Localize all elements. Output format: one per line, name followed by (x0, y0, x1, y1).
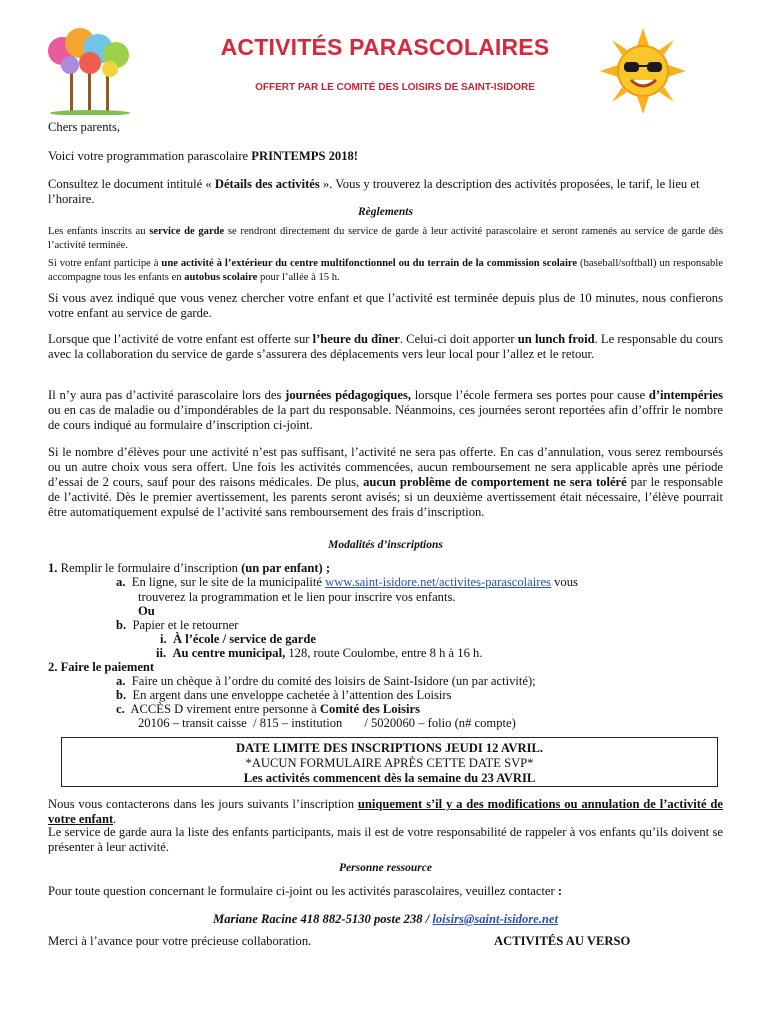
closing-line: Merci à l’avance pour votre précieuse collaboration. (48, 934, 312, 948)
nombre-eleves-paragraph: Si le nombre d’élèves pour une activité n’est pas suffisant, l’activité ne sera pas offerte. En cas d’annulation, vous serez remboursés ou un autre choix vous sera offert. Une fois les activités commencées, aucun remboursement ne sera applicable après une période d’essai de 2 cours, sauf pour des raisons médicales. De plus, aucun problème de comportement ne sera toléré par le responsable de l’activité. Dès le premier avertissement, les parents seront avisés; si un deuxième avertissement était nécessaire, l’élève pourrait être automatiquement expulsé de l’activité sans remboursement des frais d’inscription. (48, 445, 724, 519)
rule-exterieur: Si votre enfant participe à une activité à l’extérieur du centre multifonctionnel ou du terrain de la commission scolaire (baseball/softball) un responsable accompagne tous les enfants en autobus scolaire pour l’allée à 15 h. (48, 258, 723, 283)
step-1-ou: Ou (138, 604, 155, 618)
step-2c: c. ACCÈS D virement entre personne à Comité des Loisirs (116, 702, 420, 716)
contact-paragraph: Nous vous contacterons dans les jours suivants l’inscription uniquement s’il y a des modifications ou annulation de l’activité de votre enfant. (48, 797, 723, 826)
deadline-line2: *AUCUN FORMULAIRE APRÈS CETTE DATE SVP* (245, 756, 534, 770)
pickup-paragraph: Si vous avez indiqué que vous venez chercher votre enfant et que l’activité est terminée depuis plus de 10 minutes, nous confierons votre enfant au service de garde. (48, 291, 723, 320)
deadline-line3: Les activités commencent dès la semaine du 23 AVRIL (243, 771, 536, 785)
step-1a-line2: trouverez la programmation et le lien pour inscrire vos enfants. (138, 590, 456, 604)
step-2: 2. Faire le paiement (48, 660, 155, 674)
greeting: Chers parents, (48, 120, 121, 134)
page-subtitle: OFFERT PAR LE COMITÉ DES LOISIRS DE SAINT-ISIDORE (255, 82, 535, 93)
step-1a: a. En ligne, sur le site de la municipalité www.saint-isidore.net/activites-parascolaires vous (116, 575, 578, 589)
step-1b-ii: ii. Au centre municipal, 128, route Coulombe, entre 8 h à 16 h. (156, 646, 483, 660)
contact-line: Mariane Racine 418 882-5130 poste 238 / loisirs@saint-isidore.net (213, 912, 558, 926)
lunch-paragraph: Lorsque que l’activité de votre enfant est offerte sur l’heure du dîner. Celui-ci doit apporter un lunch froid. Le responsable du cours avec la collaboration du service de garde s’assurera des déplacements vers leur local pour l’allez et le retour. (48, 332, 723, 361)
step-1b: b. Papier et le retourner (116, 618, 239, 632)
step-2a: a. Faire un chèque à l’ordre du comité des loisirs de Saint-Isidore (un par activité); (116, 674, 536, 688)
step-1b-i: i. À l’école / service de garde (160, 632, 316, 646)
step-2b: b. En argent dans une enveloppe cachetée à l’attention des Loisirs (116, 688, 452, 702)
question-paragraph: Pour toute question concernant le formulaire ci-joint ou les activités parascolaires, veuillez contacter : (48, 884, 563, 898)
consult-paragraph: Consultez le document intitulé « Détails des activités ». Vous y trouverez la description des activités proposées, le tarif, le lieu et l’horaire. (48, 177, 700, 206)
reglements-heading: Règlements (358, 206, 413, 218)
email-link[interactable]: loisirs@saint-isidore.net (432, 912, 558, 926)
intro-paragraph: Voici votre programmation parascolaire PRINTEMPS 2018! (48, 149, 358, 163)
modalites-heading: Modalités d’inscriptions (328, 539, 443, 551)
verso-note: ACTIVITÉS AU VERSO (494, 934, 631, 948)
page-title: ACTIVITÉS PARASCOLAIRES (220, 34, 550, 60)
step-2c-line2: 20106 – transit caisse / 815 – institution / 5020060 – folio (n# compte) (138, 716, 516, 730)
ressource-heading: Personne ressource (339, 862, 432, 874)
step-1: 1. Remplir le formulaire d’inscription (un par enfant) ; (48, 561, 331, 575)
rule-service-garde: Les enfants inscrits au service de garde se rendront directement du service de garde à leur activité parascolaire et seront ramenés au service de garde dès l’activité terminée. (48, 226, 724, 251)
deadline-line1: DATE LIMITE DES INSCRIPTIONS JEUDI 12 AVRIL. (235, 741, 544, 755)
deadline-box (61, 737, 718, 787)
pedagogique-paragraph: Il n’y aura pas d’activité parascolaire lors des journées pédagogiques, lorsque l’école fermera ses portes pour cause d’intempéries ou en cas de maladie ou d’impondérables de la part du responsable. Néanmoins, ces journées seront reportées afin d’offrir le nombre de cours indiqué au formulaire d’inscription ci-joint. (48, 388, 724, 432)
activites-link[interactable]: www.saint-isidore.net/activites-parascolaires (325, 575, 551, 589)
garde-paragraph: Le service de garde aura la liste des enfants participants, mais il est de votre responsabilité de rappeler à vos enfants qu’ils doivent se présenter à leur activité. (48, 825, 723, 854)
